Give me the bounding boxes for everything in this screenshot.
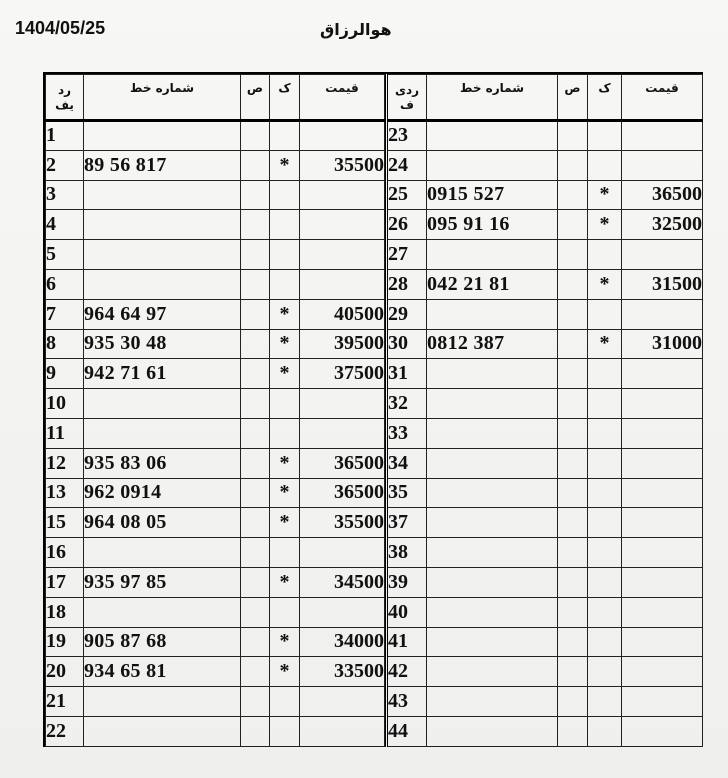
table-row [46,687,385,717]
s-cell [558,657,588,687]
table-row [387,597,703,627]
s-cell [241,538,270,568]
line-number-cell [427,478,558,508]
k-cell [270,240,300,270]
table-row [387,121,703,151]
price-cell: 34500 [300,567,385,597]
row-number-cell: 38 [387,538,427,568]
s-cell [558,478,588,508]
row-number-cell: 26 [387,210,427,240]
row-number-cell: 20 [46,657,84,687]
k-cell [588,687,622,717]
price-cell: 40500 [300,299,385,329]
k-cell [588,508,622,538]
s-cell [241,448,270,478]
price-cell: 39500 [300,329,385,359]
s-cell [558,716,588,746]
k-cell [270,121,300,151]
k-cell [270,597,300,627]
table-row [46,627,385,657]
row-number-cell: 25 [387,180,427,210]
row-number-cell: 18 [46,597,84,627]
row-number-cell: 22 [46,716,84,746]
price-cell [622,597,703,627]
line-number-cell [427,538,558,568]
table-row [387,418,703,448]
price-cell [622,359,703,389]
row-number-cell: 39 [387,567,427,597]
k-cell [270,538,300,568]
line-number-cell [427,597,558,627]
line-number-cell [84,716,241,746]
s-cell [558,567,588,597]
price-cell [300,210,385,240]
table-row [387,240,703,270]
row-number-cell: 1 [46,121,84,151]
k-cell: * [270,508,300,538]
table-row [46,389,385,419]
right-table-body [387,121,703,747]
k-cell [270,389,300,419]
s-cell [558,240,588,270]
table-row [46,269,385,299]
row-number-cell: 21 [46,687,84,717]
line-number-cell [427,121,558,151]
row-number-cell: 8 [46,329,84,359]
header-row-label-1: رد [57,83,72,97]
line-number-cell: 934 65 81 [84,657,241,687]
s-cell [558,448,588,478]
line-number-cell [84,210,241,240]
price-cell [622,389,703,419]
price-cell [622,567,703,597]
price-cell [622,687,703,717]
table-row [387,180,703,210]
row-number-cell: 33 [387,418,427,448]
table-row [387,329,703,359]
line-number-cell [427,299,558,329]
k-cell: * [270,657,300,687]
line-number-cell [427,508,558,538]
s-cell [558,299,588,329]
table-row [387,478,703,508]
s-cell [241,210,270,240]
line-number-cell: 0812 387 [427,329,558,359]
table-row [387,716,703,746]
table-row [46,240,385,270]
table-row [46,448,385,478]
line-number-cell: 095 91 16 [427,210,558,240]
s-cell [241,478,270,508]
line-number-cell [427,240,558,270]
header-k: ک [270,75,300,121]
k-cell [270,418,300,448]
price-cell [300,597,385,627]
line-number-cell: 0915 527 [427,180,558,210]
line-number-cell [84,240,241,270]
table-row [46,299,385,329]
line-number-cell: 935 83 06 [84,448,241,478]
row-number-cell: 5 [46,240,84,270]
row-number-cell: 9 [46,359,84,389]
row-number-cell: 10 [46,389,84,419]
price-cell [300,269,385,299]
line-number-cell [427,418,558,448]
price-cell [300,687,385,717]
k-cell: * [270,448,300,478]
table-row [387,269,703,299]
row-number-cell: 11 [46,418,84,448]
k-cell [270,716,300,746]
table-row [46,508,385,538]
line-number-cell [84,121,241,151]
row-number-cell: 3 [46,180,84,210]
price-cell [300,240,385,270]
table-row [46,567,385,597]
price-cell [622,121,703,151]
document-title: هوالرزاق [320,20,392,39]
row-number-cell: 7 [46,299,84,329]
price-cell [300,121,385,151]
s-cell [558,389,588,419]
s-cell [241,329,270,359]
row-number-cell: 32 [387,389,427,419]
price-cell [622,508,703,538]
k-cell [588,478,622,508]
line-number-cell: 935 30 48 [84,329,241,359]
k-cell: * [270,150,300,180]
table-row [46,538,385,568]
row-number-cell: 17 [46,567,84,597]
line-number-cell [84,389,241,419]
k-cell: * [270,359,300,389]
k-cell: * [588,329,622,359]
line-number-cell [427,567,558,597]
table-row [46,418,385,448]
price-cell: 34000 [300,627,385,657]
left-table [45,74,385,747]
k-cell [588,716,622,746]
price-cell [300,716,385,746]
table-row [387,389,703,419]
price-cell: 36500 [622,180,703,210]
k-cell: * [588,180,622,210]
s-cell [558,359,588,389]
s-cell [241,716,270,746]
s-cell [241,269,270,299]
s-cell [241,597,270,627]
s-cell [558,180,588,210]
table-row [387,627,703,657]
row-number-cell: 4 [46,210,84,240]
s-cell [558,121,588,151]
line-number-cell [427,359,558,389]
line-number-cell [427,716,558,746]
table-row [387,538,703,568]
k-cell [270,687,300,717]
price-cell [622,448,703,478]
price-cell [622,150,703,180]
s-cell [241,359,270,389]
line-number-cell [427,389,558,419]
price-cell: 32500 [622,210,703,240]
table-row [387,508,703,538]
s-cell [558,329,588,359]
price-cell: 35500 [300,150,385,180]
price-cell [622,418,703,448]
row-number-cell: 28 [387,269,427,299]
table-row [46,121,385,151]
s-cell [241,508,270,538]
price-cell [622,478,703,508]
left-table-body [46,121,385,747]
header-price: قیمت [300,75,385,121]
s-cell [558,418,588,448]
table-row [387,150,703,180]
table-row [387,657,703,687]
s-cell [241,627,270,657]
row-number-cell: 31 [387,359,427,389]
price-cell [300,418,385,448]
k-cell [588,359,622,389]
document-date: 1404/05/25 [15,18,106,38]
row-number-cell: 40 [387,597,427,627]
header-row-right-label-1: ردی [394,83,420,97]
header-k-right: ک [588,75,622,121]
header-row-number-right [387,75,427,121]
table-row [387,210,703,240]
price-cell [300,180,385,210]
price-cell: 31500 [622,269,703,299]
k-cell [270,269,300,299]
line-number-cell: 964 08 05 [84,508,241,538]
header-row-number [46,75,84,121]
k-cell: * [588,269,622,299]
price-cell: 31000 [622,329,703,359]
table-row [387,687,703,717]
table-row [46,657,385,687]
price-cell [622,627,703,657]
k-cell [588,121,622,151]
row-number-cell: 34 [387,448,427,478]
k-cell [588,448,622,478]
s-cell [558,538,588,568]
price-cell: 37500 [300,359,385,389]
price-cell: 36500 [300,448,385,478]
row-number-cell: 41 [387,627,427,657]
table-row [46,597,385,627]
k-cell: * [270,299,300,329]
header-row-right-label-2: ف [400,98,414,112]
line-number-cell: 962 0914 [84,478,241,508]
row-number-cell: 13 [46,478,84,508]
header-s-right: ص [558,75,588,121]
row-number-cell: 12 [46,448,84,478]
s-cell [241,687,270,717]
line-number-cell [427,448,558,478]
s-cell [241,121,270,151]
s-cell [241,299,270,329]
k-cell [270,180,300,210]
s-cell [558,597,588,627]
row-number-cell: 27 [387,240,427,270]
line-number-cell: 935 97 85 [84,567,241,597]
row-number-cell: 43 [387,687,427,717]
line-number-cell: 89 56 817 [84,150,241,180]
price-cell [622,657,703,687]
s-cell [558,150,588,180]
row-number-cell: 29 [387,299,427,329]
table-row [46,180,385,210]
s-cell [241,657,270,687]
s-cell [558,210,588,240]
price-cell [622,299,703,329]
price-cell: 33500 [300,657,385,687]
row-number-cell: 30 [387,329,427,359]
price-cell [622,716,703,746]
table-row [46,359,385,389]
row-number-cell: 35 [387,478,427,508]
table-row [46,329,385,359]
line-number-cell: 964 64 97 [84,299,241,329]
k-cell: * [270,627,300,657]
s-cell [241,567,270,597]
k-cell [588,567,622,597]
table-row [387,299,703,329]
table-row [46,716,385,746]
price-cell: 35500 [300,508,385,538]
line-number-cell: 042 21 81 [427,269,558,299]
k-cell [588,299,622,329]
k-cell [588,657,622,687]
line-number-cell [427,687,558,717]
table-row [387,448,703,478]
s-cell [241,150,270,180]
s-cell [241,180,270,210]
k-cell [588,150,622,180]
line-number-cell: 942 71 61 [84,359,241,389]
right-table [385,74,703,747]
header-line-number: شماره خط [84,75,241,121]
header-line-number-right: شماره خط [427,75,558,121]
row-number-cell: 44 [387,716,427,746]
table-row [46,210,385,240]
row-number-cell: 37 [387,508,427,538]
price-cell [300,389,385,419]
s-cell [241,389,270,419]
header-s: ص [241,75,270,121]
row-number-cell: 24 [387,150,427,180]
k-cell: * [588,210,622,240]
table-row [387,359,703,389]
s-cell [241,240,270,270]
row-number-cell: 2 [46,150,84,180]
k-cell [588,597,622,627]
price-sheet [43,72,703,747]
line-number-cell: 905 87 68 [84,627,241,657]
line-number-cell [84,687,241,717]
s-cell [558,627,588,657]
s-cell [558,508,588,538]
line-number-cell [84,180,241,210]
k-cell [588,418,622,448]
row-number-cell: 16 [46,538,84,568]
s-cell [558,687,588,717]
row-number-cell: 42 [387,657,427,687]
row-number-cell: 6 [46,269,84,299]
s-cell [558,269,588,299]
row-number-cell: 19 [46,627,84,657]
k-cell [270,210,300,240]
line-number-cell [84,418,241,448]
price-cell [622,538,703,568]
header-price-right: قیمت [622,75,703,121]
k-cell [588,538,622,568]
line-number-cell [84,597,241,627]
line-number-cell [427,150,558,180]
row-number-cell: 23 [387,121,427,151]
table-row [387,567,703,597]
price-cell [300,538,385,568]
table-row [46,150,385,180]
k-cell: * [270,478,300,508]
table-row [46,478,385,508]
line-number-cell [427,627,558,657]
line-number-cell [84,538,241,568]
header-row-label-2: یف [55,98,74,112]
k-cell [588,389,622,419]
price-cell: 36500 [300,478,385,508]
k-cell: * [270,329,300,359]
k-cell [588,627,622,657]
price-cell [622,240,703,270]
line-number-cell [427,657,558,687]
k-cell [588,240,622,270]
s-cell [241,418,270,448]
row-number-cell: 15 [46,508,84,538]
k-cell: * [270,567,300,597]
line-number-cell [84,269,241,299]
